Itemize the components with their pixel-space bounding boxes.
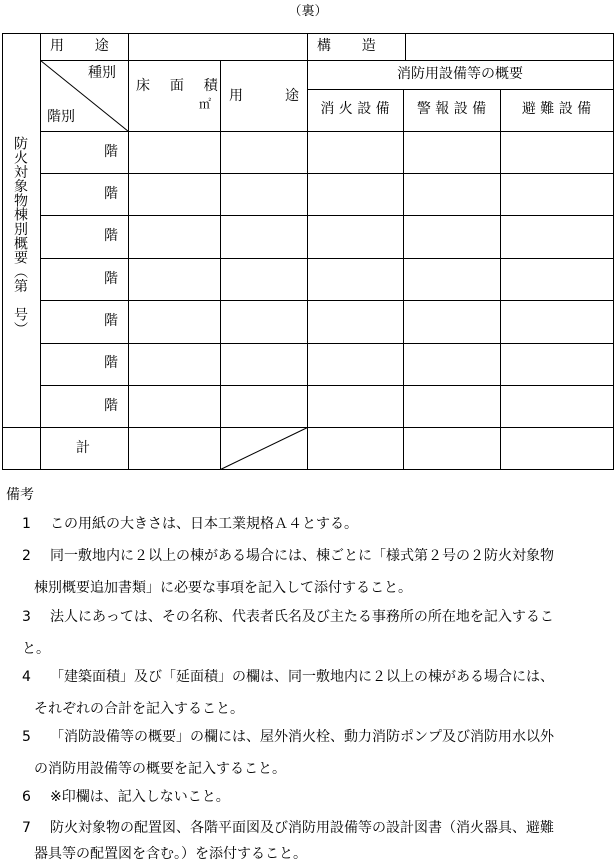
notes-heading: 備考 [6,487,34,503]
floor-row-label: 階 [104,271,118,287]
equipment-col-alarm: 警 報 設 備 [416,101,487,117]
floor-row-label: 階 [104,313,118,329]
note-continuation: の消防用設備等の概要を記入すること。 [34,761,286,777]
use-label: 用 途 [50,38,118,54]
note-text: この用紙の大きさは、日本工業規格Ａ４とする。 [50,516,358,532]
floor-row-label: 階 [104,228,118,244]
floor-area-label: 床 面 積 [136,78,226,94]
note-item [22,508,612,540]
note-continuation: それぞれの合計を記入すること。 [34,701,244,717]
note-number: 5 [22,729,31,745]
note-number: 3 [22,609,31,625]
note-text: 防火対象物の配置図、各階平面図及び消防用設備等の設計図書（消火器具、避難 [50,820,554,836]
floor-label: 階別 [47,109,75,125]
note-number: 1 [22,516,31,532]
note-text: ※印欄は、記入しないこと。 [50,789,230,805]
note-item [22,661,612,725]
floor-row-label: 階 [104,398,118,414]
note-item [22,601,612,665]
note-item [22,540,612,604]
note-text: 「消防設備等の概要」の欄には、屋外消火栓、動力消防ポンプ及び消防用水以外 [50,729,554,745]
note-number: 4 [22,669,31,685]
side-label: 防火対象物棟別概要（第 号） [12,136,28,336]
equipment-col-fire-extinguishing: 消 火 設 備 [320,101,390,117]
note-number: 2 [22,548,31,564]
structure-label: 構 造 [317,38,385,54]
floor-area-unit: ㎡ [199,97,212,111]
note-item [22,721,612,785]
note-number: 6 [22,789,31,805]
note-continuation: 器具等の配置図を含む。）を添付すること。 [34,846,307,862]
note-text: 法人にあっては、その名称、代表者氏名及び主たる事務所の所在地を記入するこ [50,609,554,625]
floor-row-label: 階 [104,186,118,202]
note-item [22,812,612,864]
use-col-label: 用 途 [229,88,313,104]
page-title: （裏） [288,4,328,19]
equipment-header: 消防用設備等の概要 [397,66,523,82]
type-label: 種別 [88,65,116,81]
note-continuation: 棟別概要追加書類」に必要な事項を記入して添付すること。 [34,580,412,596]
floor-row-label: 階 [104,355,118,371]
note-text: 同一敷地内に２以上の棟がある場合には、棟ごとに「様式第２号の２防火対象物 [50,548,554,564]
note-continuation: と。 [22,641,50,657]
equipment-col-evacuation: 避 難 設 備 [521,101,592,117]
floor-row-label: 階 [104,144,118,160]
note-item [22,781,612,813]
total-label: 計 [76,440,90,456]
note-text: 「建築面積」及び「延面積」の欄は、同一敷地内に２以上の棟がある場合には、 [50,669,554,685]
note-number: 7 [22,820,31,836]
